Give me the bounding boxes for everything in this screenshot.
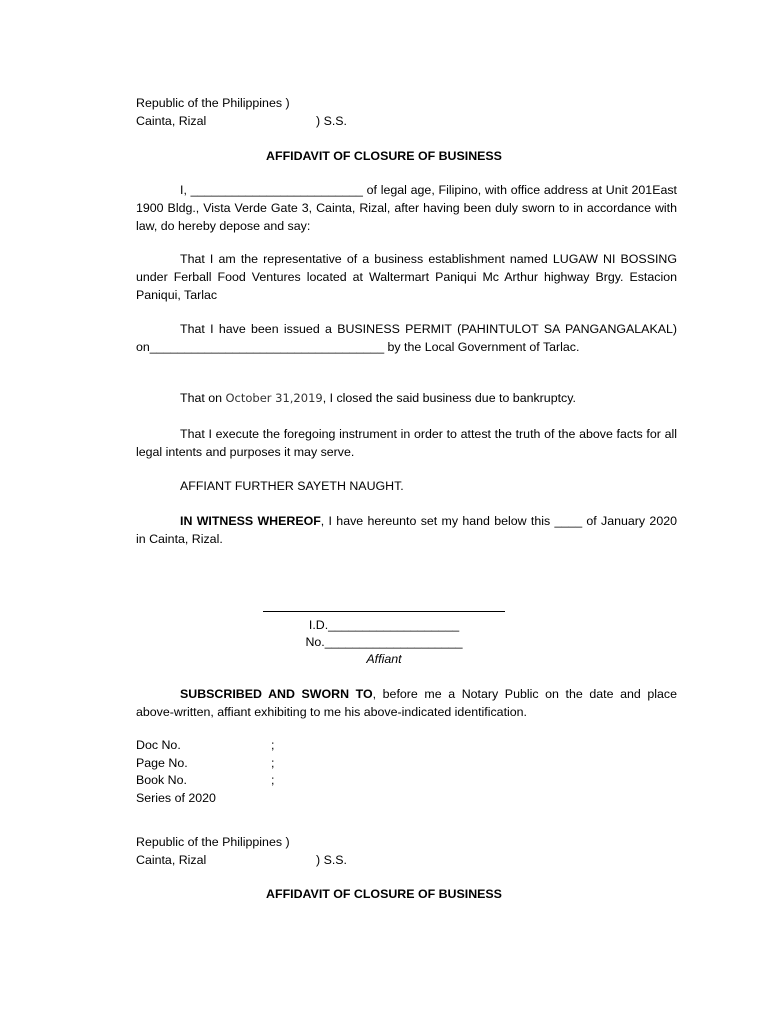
closure-text-pre: That on — [180, 391, 226, 405]
venue-country: Republic of the Philippines ) — [136, 96, 290, 110]
paragraph-closure-date — [136, 389, 677, 407]
signature-id-line: I.D.___________________ — [308, 618, 460, 632]
closure-date: October 31,2019 — [225, 391, 323, 405]
notary-doc-entries — [136, 737, 677, 807]
doc-entry-row — [136, 755, 677, 773]
subscribed-rest: , before me a Notary Public on the date and place above-written, affiant exhibiting to me his above-indicated identification. — [136, 687, 677, 719]
doc-entry-sep: ; — [271, 773, 275, 787]
doc-entry-row — [136, 737, 677, 755]
doc-entry-sep: ; — [271, 738, 275, 752]
venue-city-row — [136, 112, 677, 130]
doc-entry-label: Doc No. — [136, 738, 181, 752]
witness-rest: , I have hereunto set my hand below this ____ of January 2020 in Cainta, Rizal. — [136, 514, 677, 546]
doc-entry-label: Book No. — [136, 773, 187, 787]
signature-no-line: No.____________________ — [305, 635, 463, 649]
closure-text-post: , I closed the said business due to bankruptcy. — [322, 391, 576, 405]
doc-series: Series of 2020 — [136, 790, 216, 805]
document-title: AFFIDAVIT OF CLOSURE OF BUSINESS — [266, 149, 502, 163]
paragraph-witness — [136, 512, 677, 548]
paragraph-naught: AFFIANT FURTHER SAYETH NAUGHT. — [180, 479, 404, 493]
paragraph-subscribed — [136, 685, 677, 721]
paragraph-purpose: That I execute the foregoing instrument in order to attest the truth of the above facts for all legal intents and purposes it may serve. — [136, 427, 677, 459]
document-title-repeat: AFFIDAVIT OF CLOSURE OF BUSINESS — [266, 887, 502, 901]
venue-ss: ) S.S. — [316, 853, 347, 867]
signature-affiant-label: Affiant — [366, 652, 402, 666]
doc-entry-label: Page No. — [136, 755, 188, 770]
venue-city: Cainta, Rizal — [136, 853, 207, 867]
paragraph-affiant-intro: I, _________________________ of legal age, Filipino, with office address at Unit 201East 1900 Bldg., Vista Verde Gate 3, Cainta, Rizal, after having been duly sworn to in accordance with law, do hereby depose and say: — [136, 183, 677, 233]
signature-block — [0, 598, 768, 668]
venue-header-repeat — [136, 833, 677, 869]
paragraph-representative: That I am the representative of a business establishment named LUGAW NI BOSSING under Ferball Food Ventures located at Waltermart Paniqui Mc Arthur highway Brgy. Estacion Paniqui, Tarlac — [136, 252, 677, 302]
venue-ss: ) S.S. — [316, 114, 347, 128]
venue-city: Cainta, Rizal — [136, 114, 207, 128]
venue-header — [136, 94, 677, 130]
doc-entry-sep: ; — [271, 755, 275, 770]
signature-line — [263, 598, 505, 612]
subscribed-bold: SUBSCRIBED AND SWORN TO — [180, 687, 373, 701]
doc-entry-row — [136, 772, 677, 790]
venue-city-row — [136, 851, 677, 869]
witness-bold: IN WITNESS WHEREOF — [180, 514, 321, 528]
paragraph-business-permit: That I have been issued a BUSINESS PERMIT (PAHINTULOT SA PANGANGALAKAL) on__________________________________ by the Local Government of Tarlac. — [136, 322, 677, 354]
venue-country: Republic of the Philippines ) — [136, 835, 290, 849]
